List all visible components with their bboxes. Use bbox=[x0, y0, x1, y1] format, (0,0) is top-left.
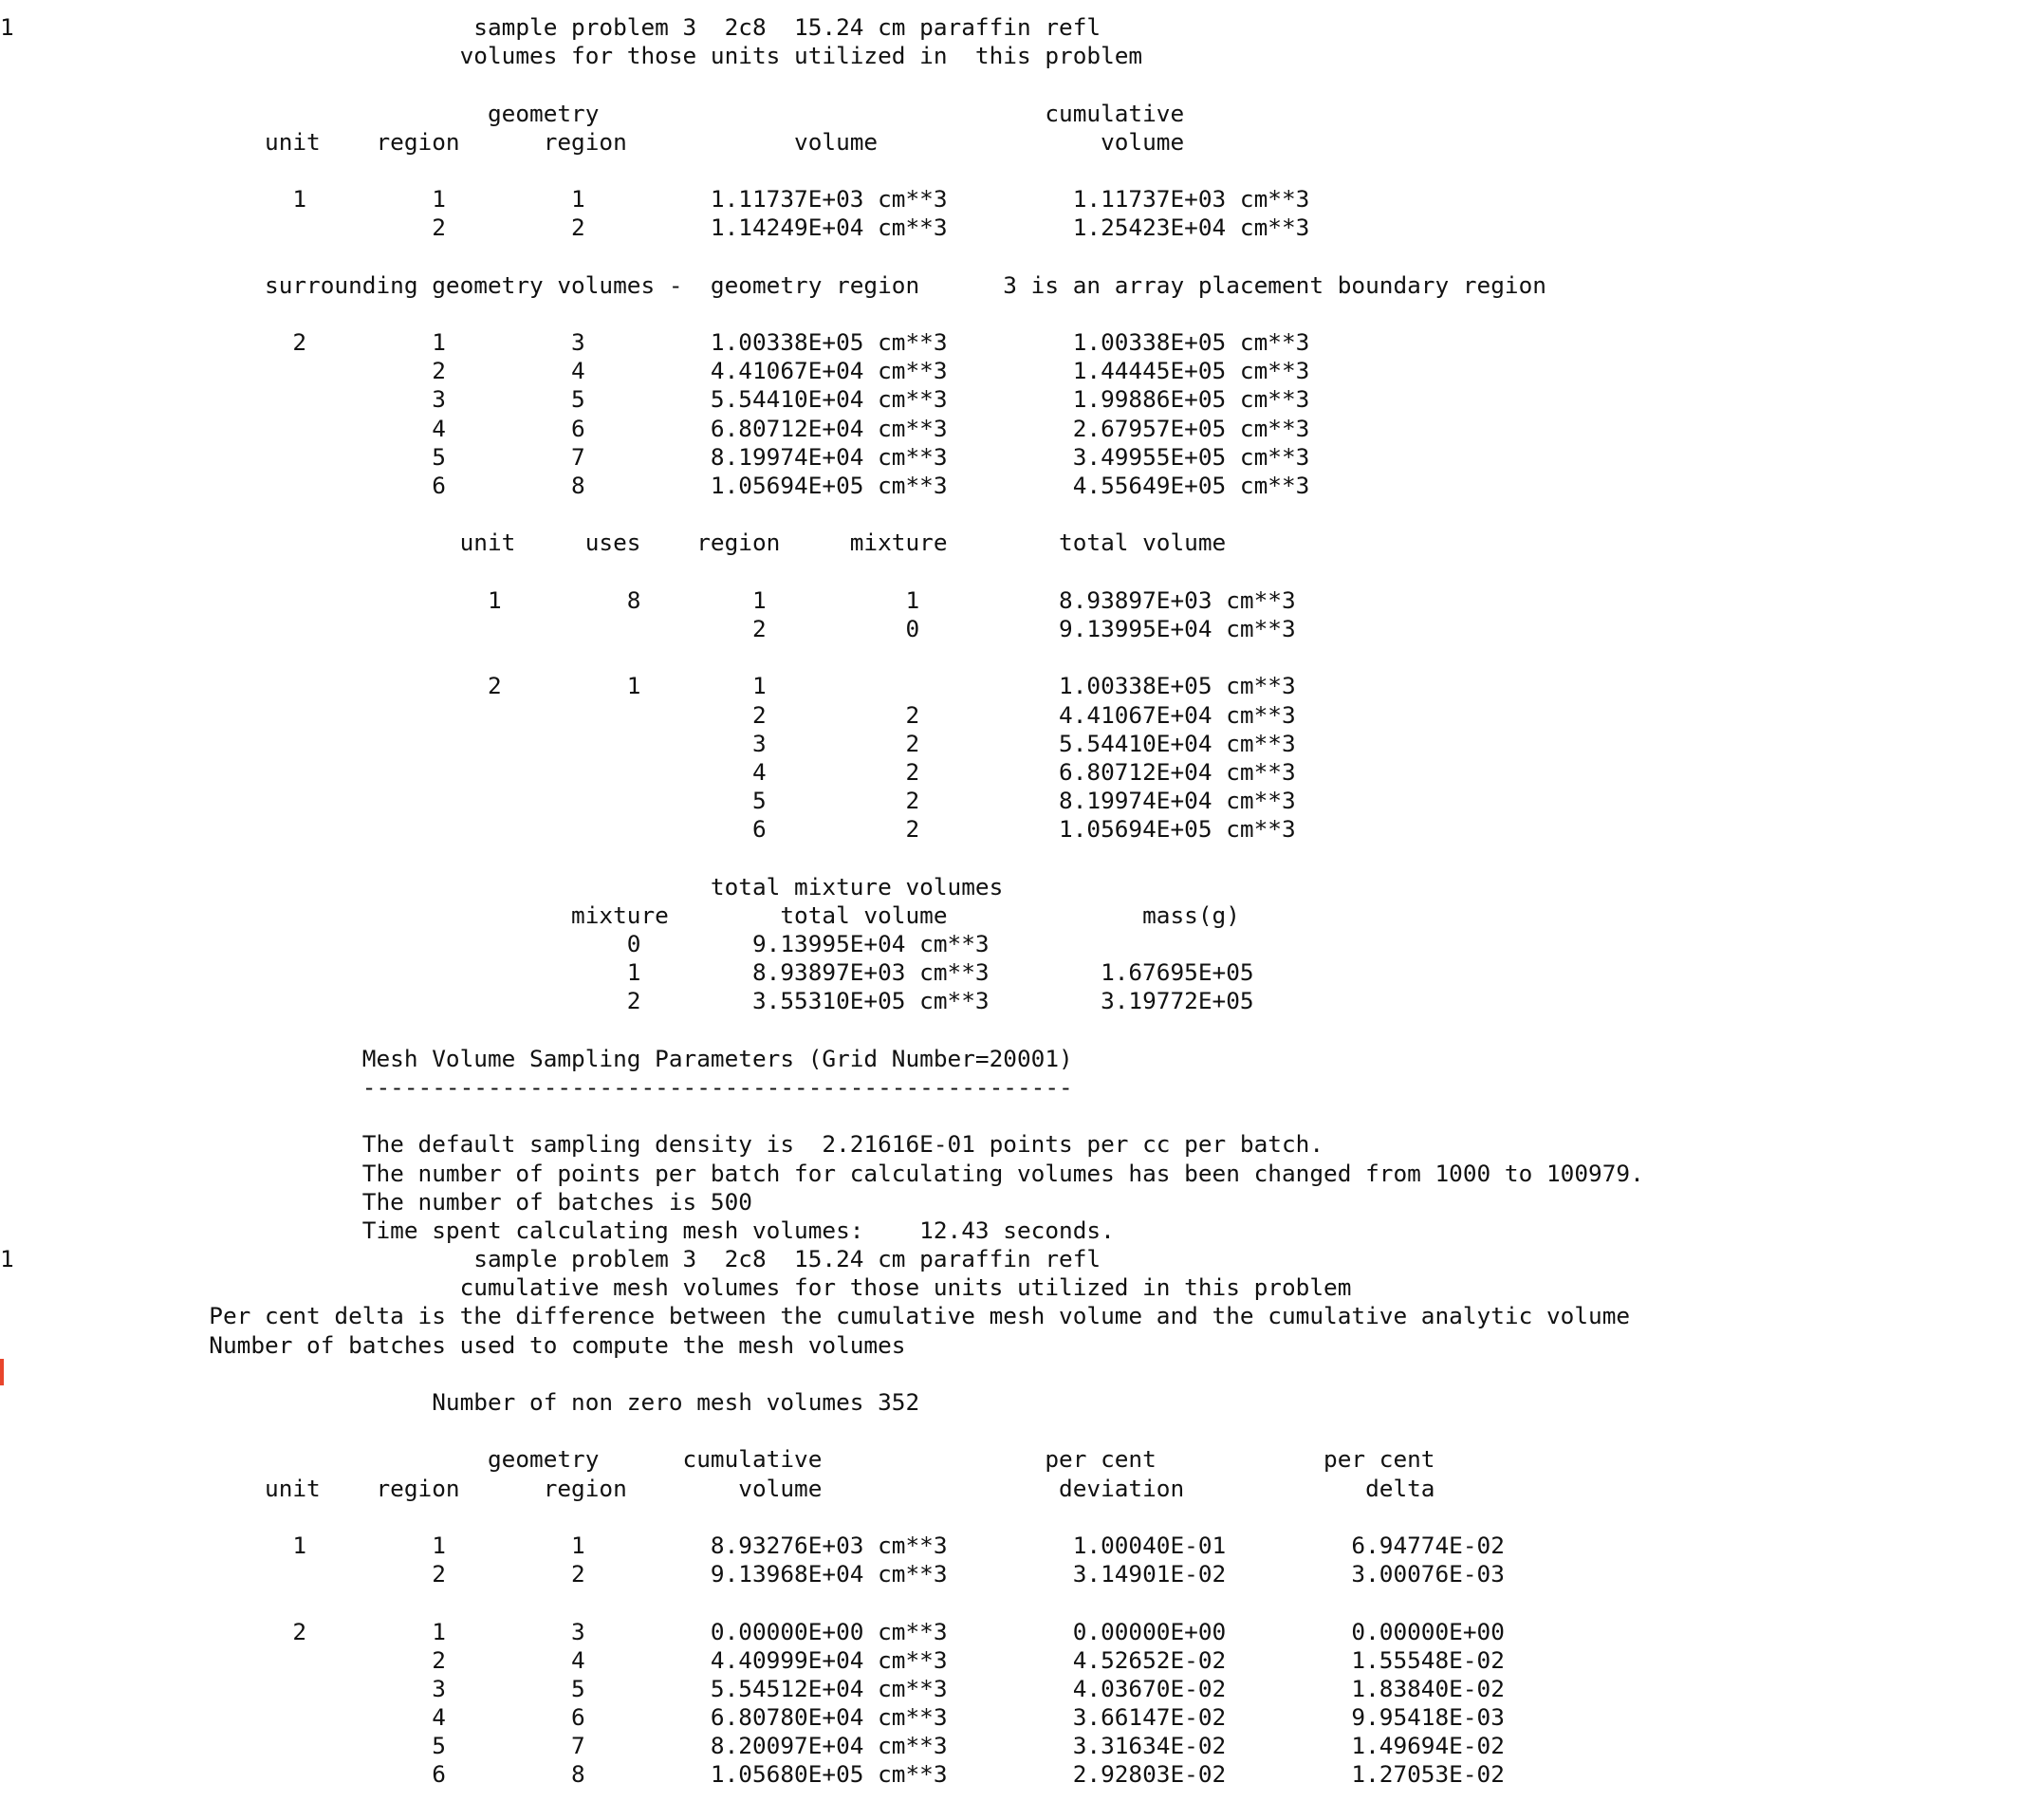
listing-line: The number of batches is 500 bbox=[0, 1187, 752, 1216]
listing-line: 1 1 1 8.93276E+03 cm**3 1.00040E-01 6.94774E-02 bbox=[0, 1531, 1505, 1559]
text-cursor bbox=[0, 1359, 4, 1385]
listing-line: 2 1 3 0.00000E+00 cm**3 0.00000E+00 0.00000E+00 bbox=[0, 1617, 1505, 1645]
listing-line: The default sampling density is 2.21616E-01 points per cc per batch. bbox=[0, 1130, 1324, 1159]
listing-line: 2 2 4.41067E+04 cm**3 bbox=[0, 700, 1296, 729]
listing-line: mixture total volume mass(g) bbox=[0, 901, 1240, 929]
listing-line: 3 5 5.54410E+04 cm**3 1.99886E+05 cm**3 bbox=[0, 385, 1310, 414]
listing-line bbox=[0, 70, 1644, 99]
listing-line bbox=[0, 1360, 1644, 1388]
listing-line: 2 1 3 1.00338E+05 cm**3 1.00338E+05 cm**3 bbox=[0, 328, 1310, 357]
listing-line: 1 1 1 1.11737E+03 cm**3 1.11737E+03 cm**3 bbox=[0, 185, 1310, 214]
listing-line bbox=[0, 500, 1644, 529]
listing-line bbox=[0, 1503, 1644, 1532]
output-listing bbox=[0, 13, 1644, 1790]
listing-line: unit region region volume deviation delta bbox=[0, 1474, 1435, 1502]
listing-line: 3 2 5.54410E+04 cm**3 bbox=[0, 729, 1296, 757]
listing-line: The number of points per batch for calculating volumes has been changed from 1000 to 100979. bbox=[0, 1159, 1644, 1187]
listing-line: 2 0 9.13995E+04 cm**3 bbox=[0, 614, 1296, 642]
listing-line: Mesh Volume Sampling Parameters (Grid Number=20001) bbox=[0, 1044, 1073, 1072]
listing-line: 2 4 4.40999E+04 cm**3 4.52652E-02 1.55548E-02 bbox=[0, 1645, 1505, 1674]
listing-line: 0 9.13995E+04 cm**3 bbox=[0, 930, 990, 957]
listing-line: unit uses region mixture total volume bbox=[0, 529, 1227, 557]
listing-line: geometry cumulative bbox=[0, 99, 1185, 127]
listing-line bbox=[0, 300, 1644, 328]
listing-line: 4 6 6.80712E+04 cm**3 2.67957E+05 cm**3 bbox=[0, 414, 1310, 442]
listing-line bbox=[0, 1102, 1644, 1130]
listing-line: 4 2 6.80712E+04 cm**3 bbox=[0, 757, 1296, 786]
listing-line bbox=[0, 558, 1644, 586]
listing-line: --------------------------------------------------- bbox=[0, 1072, 1073, 1101]
listing-line: 5 7 8.19974E+04 cm**3 3.49955E+05 cm**3 bbox=[0, 442, 1310, 471]
listing-line: Time spent calculating mesh volumes: 12.43 seconds. bbox=[0, 1216, 1115, 1244]
listing-line: Number of non zero mesh volumes 352 bbox=[0, 1388, 920, 1416]
listing-line: surrounding geometry volumes - geometry region 3 is an array placement boundary region bbox=[0, 270, 1546, 299]
listing-line: 2 1 1 1.00338E+05 cm**3 bbox=[0, 672, 1296, 700]
listing-line: 2 3.55310E+05 cm**3 3.19772E+05 bbox=[0, 987, 1254, 1015]
listing-line: 6 2 1.05694E+05 cm**3 bbox=[0, 815, 1296, 844]
listing-line: 1 8 1 1 8.93897E+03 cm**3 bbox=[0, 585, 1296, 614]
listing-line bbox=[0, 157, 1644, 185]
listing-line: 1 8.93897E+03 cm**3 1.67695E+05 bbox=[0, 958, 1254, 987]
listing-line: total mixture volumes bbox=[0, 872, 1004, 901]
listing-line: unit region region volume volume bbox=[0, 127, 1185, 156]
listing-line bbox=[0, 1417, 1644, 1445]
listing-line: 5 7 8.20097E+04 cm**3 3.31634E-02 1.49694E-02 bbox=[0, 1732, 1505, 1760]
listing-line bbox=[0, 643, 1644, 672]
listing-line bbox=[0, 844, 1644, 872]
listing-line bbox=[0, 1588, 1644, 1617]
listing-line: 3 5 5.54512E+04 cm**3 4.03670E-02 1.83840E-02 bbox=[0, 1674, 1505, 1702]
listing-line: 4 6 6.80780E+04 cm**3 3.66147E-02 9.95418E-03 bbox=[0, 1703, 1505, 1732]
listing-line: Per cent delta is the difference between the cumulative mesh volume and the cumulative analytic volume bbox=[0, 1302, 1631, 1330]
listing-line: 6 8 1.05680E+05 cm**3 2.92803E-02 1.27053E-02 bbox=[0, 1760, 1505, 1789]
listing-line: volumes for those units utilized in this problem bbox=[0, 42, 1143, 70]
listing-line: 2 2 9.13968E+04 cm**3 3.14901E-02 3.00076E-03 bbox=[0, 1560, 1505, 1588]
listing-line: Number of batches used to compute the mesh volumes bbox=[0, 1330, 906, 1359]
listing-line: geometry cumulative per cent per cent bbox=[0, 1445, 1435, 1474]
listing-line bbox=[0, 1016, 1644, 1045]
listing-line: 2 4 4.41067E+04 cm**3 1.44445E+05 cm**3 bbox=[0, 357, 1310, 385]
listing-line: 1 sample problem 3 2c8 15.24 cm paraffin refl bbox=[0, 13, 1101, 41]
listing-line bbox=[0, 243, 1644, 271]
listing-line: 2 2 1.14249E+04 cm**3 1.25423E+04 cm**3 bbox=[0, 214, 1310, 242]
listing-line: 1 sample problem 3 2c8 15.24 cm paraffin refl bbox=[0, 1245, 1101, 1273]
listing-line: 6 8 1.05694E+05 cm**3 4.55649E+05 cm**3 bbox=[0, 472, 1310, 499]
listing-line: 5 2 8.19974E+04 cm**3 bbox=[0, 787, 1296, 815]
listing-line: cumulative mesh volumes for those units utilized in this problem bbox=[0, 1273, 1352, 1302]
